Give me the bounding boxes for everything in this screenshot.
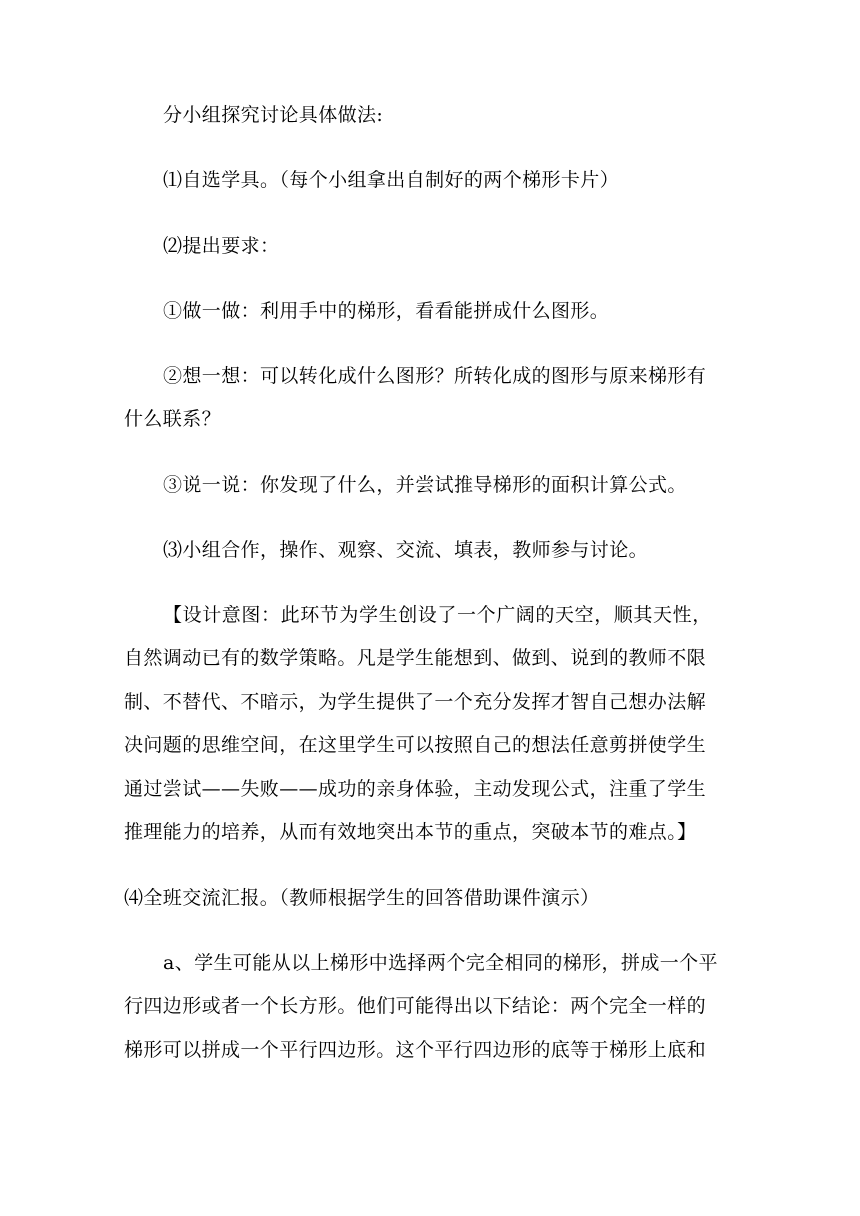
- design-intent-line-2: 自然调动已有的数学策略。凡是学生能想到、做到、说到的教师不限: [124, 647, 707, 669]
- requirement-1: ①做一做：利用手中的梯形，看看能拼成什么图形。: [163, 300, 610, 322]
- student-result-line-2: 行四边形或者一个长方形。他们可能得出以下结论：两个完全一样的: [124, 995, 707, 1017]
- design-intent-line-6: 推理能力的培养，从而有效地突出本节的重点，突破本节的难点。】: [124, 821, 697, 843]
- design-intent-line-4: 决问题的思维空间，在这里学生可以按照自己的想法任意剪拼使学生: [124, 734, 707, 756]
- paragraph-step-3: ⑶小组合作，操作、观察、交流、填表，教师参与讨论。: [163, 539, 649, 561]
- student-result-line-3: 梯形可以拼成一个平行四边形。这个平行四边形的底等于梯形上底和: [124, 1039, 707, 1061]
- requirement-2-line-1: ②想一想：可以转化成什么图形？所转化成的图形与原来梯形有: [163, 365, 707, 387]
- paragraph-step-4: ⑷全班交流汇报。（教师根据学生的回答借助课件演示）: [124, 887, 600, 909]
- design-intent-line-1: 【设计意图：此环节为学生创设了一个广阔的天空，顺其天性，: [163, 604, 712, 626]
- requirement-3: ③说一说：你发现了什么，并尝试推导梯形的面积计算公式。: [163, 474, 687, 496]
- paragraph-heading: 分小组探究讨论具体做法:: [163, 104, 384, 126]
- paragraph-step-2: ⑵提出要求：: [163, 235, 280, 257]
- design-intent-line-3: 制、不替代、不暗示，为学生提供了一个充分发挥才智自己想办法解: [124, 691, 707, 713]
- design-intent-line-5: 通过尝试——失败——成功的亲身体验，主动发现公式，注重了学生: [124, 778, 707, 800]
- requirement-2-line-2: 什么联系？: [124, 408, 222, 430]
- paragraph-step-1: ⑴自选学具。（每个小组拿出自制好的两个梯形卡片）: [163, 169, 620, 191]
- student-result-line-1: a、学生可能从以上梯形中选择两个完全相同的梯形，拼成一个平: [163, 952, 718, 974]
